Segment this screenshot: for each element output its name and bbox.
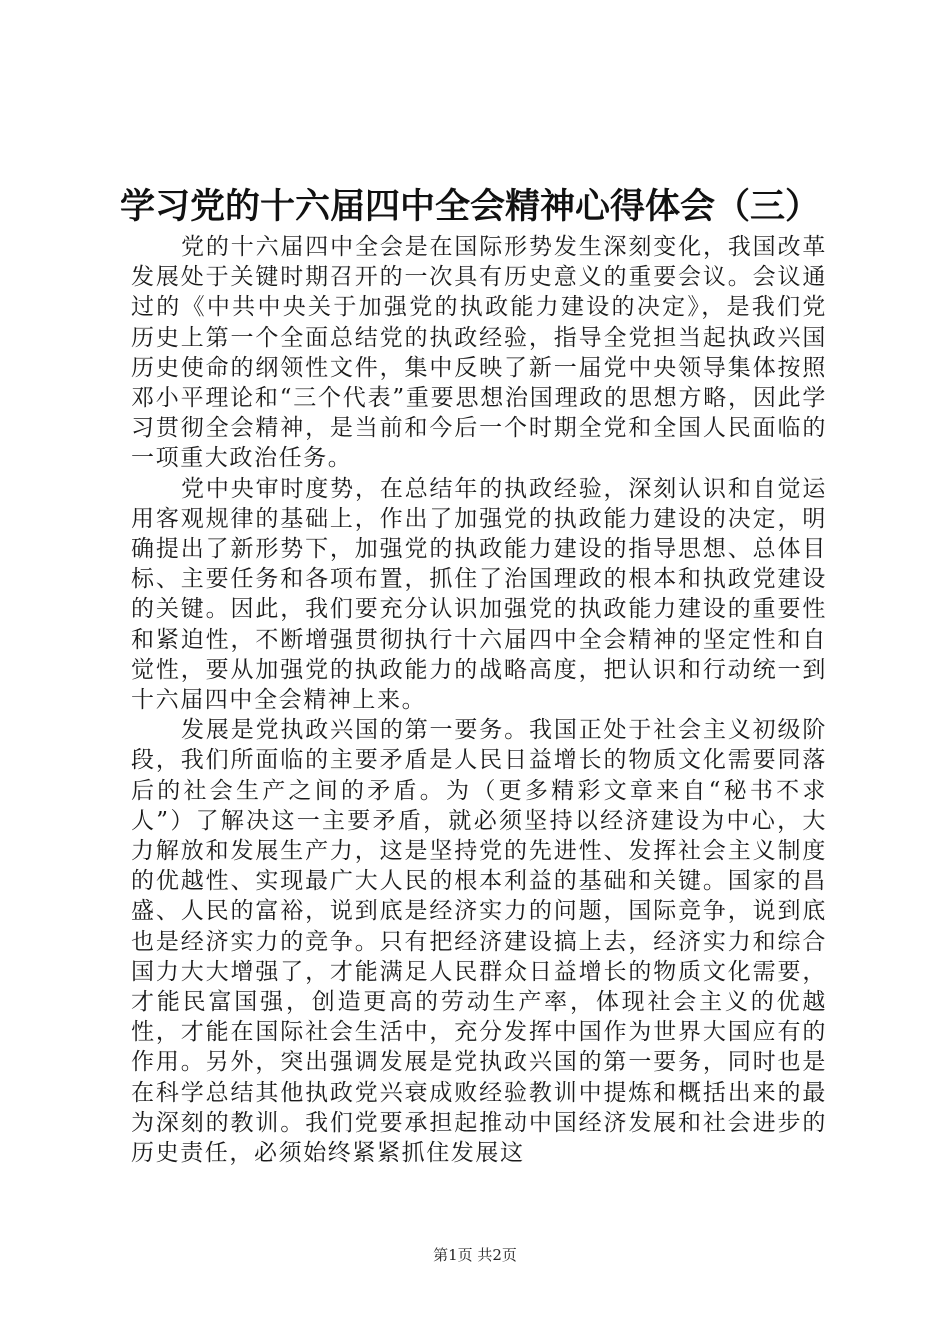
page-number-footer: 第1页 共2页 [433, 1246, 517, 1264]
paragraph-1: 党的十六届四中全会是在国际形势发生深刻变化，我国改革发展处于关键时期召开的一次具有历史意义的重要会议。会议通过的《中共中央关于加强党的执政能力建设的决定》，是我们党历史上第一个全面总结党的执政经验，指导全党担当起执政兴国历史使命的纲领性文件，集中反映了新一届党中央领导集体按照邓小平理论和“三个代表”重要思想治国理政的思想方略，因此学习贯彻全会精神，是当前和今后一个时期全党和全国人民面临的一项重大政治任务。 [131, 234, 827, 472]
document-title: 学习党的十六届四中全会精神心得体会（三） [120, 186, 821, 227]
paragraph-3: 发展是党执政兴国的第一要务。我国正处于社会主义初级阶段，我们所面临的主要矛盾是人民日益增长的物质文化需要同落后的社会生产之间的矛盾。为（更多精彩文章来自“秘书不求人”）了解决这一主要矛盾，就必须坚持以经济建设为中心，大力解放和发展生产力，这是坚持党的先进性、发挥社会主义制度的优越性、实现最广大人民的根本利益的基础和关键。国家的昌盛、人民的富裕，说到底是经济实力的问题，国际竞争，说到底也是经济实力的竞争。只有把经济建设搞上去，经济实力和综合国力大大增强了，才能满足人民群众日益增长的物质文化需要，才能民富国强，创造更高的劳动生产率，体现社会主义的优越性，才能在国际社会生活中，充分发挥中国作为世界大国应有的作用。另外，突出强调发展是党执政兴国的第一要务，同时也是在科学总结其他执政党兴衰成败经验教训中提炼和概括出来的最为深刻的教训。我们党要承担起推动中国经济发展和社会进步的历史责任，必须始终紧紧抓住发展这 [131, 717, 827, 1167]
document-body [131, 232, 827, 1168]
paragraph-2: 党中央审时度势，在总结年的执政经验，深刻认识和自觉运用客观规律的基础上，作出了加强党的执政能力建设的决定，明确提出了新形势下，加强党的执政能力建设的指导思想、总体目标、主要任务和各项布置，抓住了治国理政的根本和执政党建设的关键。因此，我们要充分认识加强党的执政能力建设的重要性和紧迫性，不断增强贯彻执行十六届四中全会精神的坚定性和自觉性，要从加强党的执政能力的战略高度，把认识和行动统一到十六届四中全会精神上来。 [131, 475, 827, 714]
